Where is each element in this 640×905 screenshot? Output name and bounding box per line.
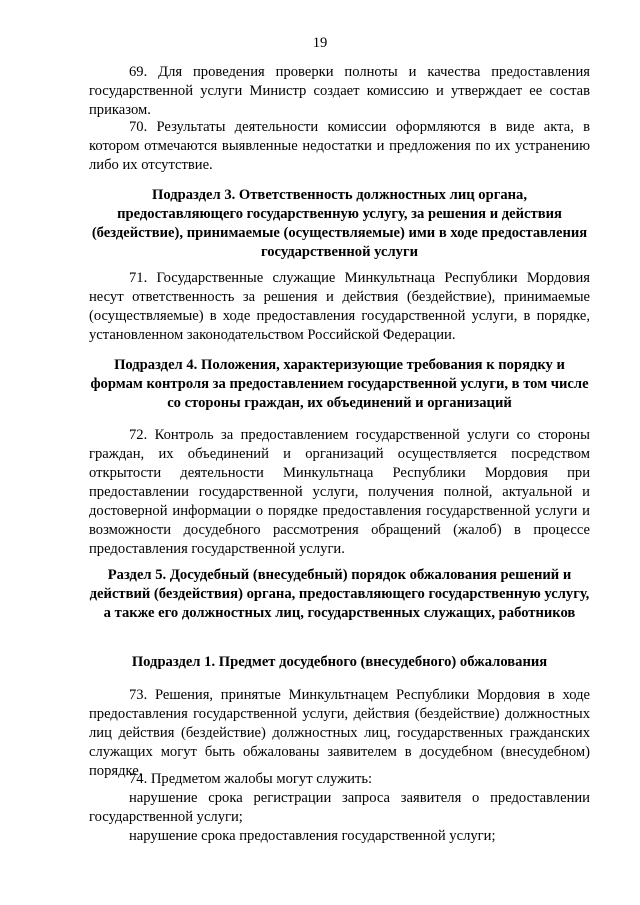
paragraph-70-block (89, 118, 590, 175)
list-item-1-block (89, 789, 590, 827)
paragraph-69: 69. Для проведения проверки полноты и качества предоставления государственной услуги Министр создает комиссию и утверждает ее состав приказом. (89, 64, 590, 118)
paragraph-70: 70. Результаты деятельности комиссии оформляются в виде акта, в котором отмечаются выявленные недостатки и предложения по их устранению либо их отсутствие. (89, 119, 590, 173)
list-item-1: нарушение срока регистрации запроса заявителя о предоставлении государственной услуги; (89, 790, 590, 825)
paragraph-73: 73. Решения, принятые Минкультнацем Республики Мордовия в ходе предоставления государственной услуги, действия (бездействие) должностных лиц действия (бездействие) должностных лиц, государственных гражданских служащих могут быть обжалованы заявителем в досудебном (внесудебном) порядке. (89, 687, 590, 779)
heading-subsection-4: Подраздел 4. Положения, характеризующие требования к порядку и формам контроля за предоставлением государственной услуги, в том числе со стороны граждан, их объединений и организаций (90, 357, 589, 411)
list-item-2: нарушение срока предоставления государственной услуги; (129, 828, 496, 844)
page-number: 19 (312, 35, 328, 51)
paragraph-71-block (89, 269, 590, 345)
paragraph-74: 74. Предметом жалобы могут служить: (129, 771, 373, 787)
paragraph-69-block (89, 63, 590, 120)
list-item-2-block (89, 827, 590, 846)
heading-subsection-1: Подраздел 1. Предмет досудебного (внесудебного) обжалования (131, 654, 548, 670)
heading-subsection-3: Подраздел 3. Ответственность должностных лиц органа, предоставляющего государственную услугу, за решения и действия (бездействие), принимаемые (осуществляемые) ими в ходе предоставления государственной услуги (91, 187, 588, 260)
paragraph-72: 72. Контроль за предоставлением государственной услуги со стороны граждан, их объединений и организаций осуществляется посредством открытости деятельности Минкультнаца Республики Мордовия при предоставлении государственной услуги, получения полной, актуальной и достоверной информации о порядке предоставления государственной услуги и возможности досудебного рассмотрения обращений (жалоб) в процессе предоставления государственной услуги. (89, 427, 590, 557)
paragraph-74-block (89, 770, 590, 789)
heading-section-5: Раздел 5. Досудебный (внесудебный) порядок обжалования решений и действий (бездействия) органа, предоставляющего государственную услугу, а также его должностных лиц, государственных служащих, работников (89, 567, 590, 621)
paragraph-73-block (89, 686, 590, 781)
paragraph-71: 71. Государственные служащие Минкультнаца Республики Мордовия несут ответственность за решения и действия (бездействие), принимаемые (осуществляемые) в ходе предоставления государственной услуги, в порядке, установленном законодательством Российской Федерации. (89, 270, 590, 343)
paragraph-72-block (89, 426, 590, 559)
